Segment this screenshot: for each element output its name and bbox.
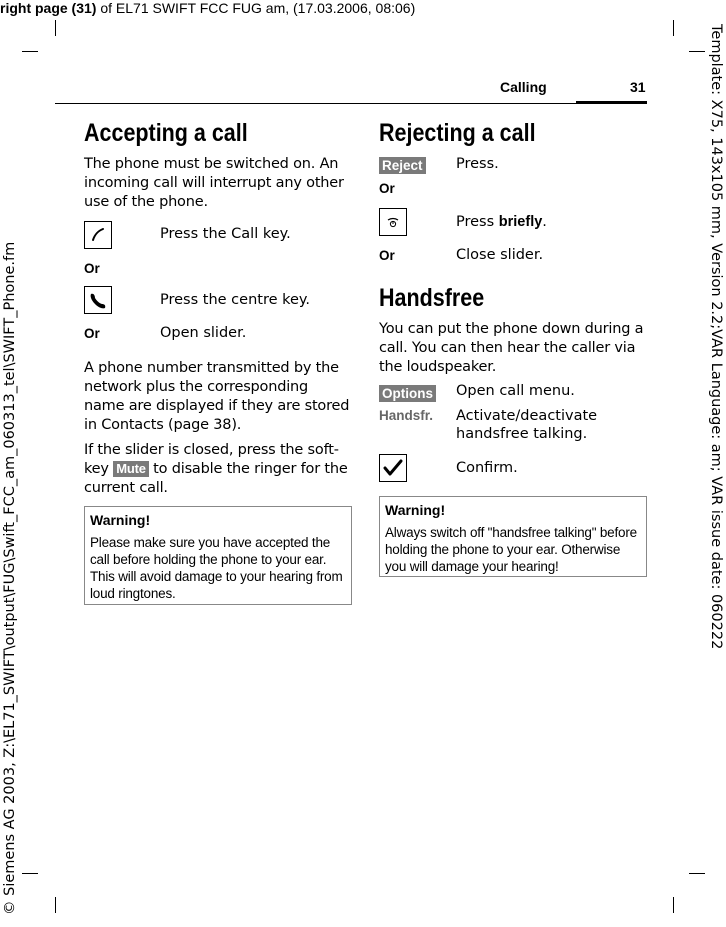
centre-key-desc: Press the centre key.: [160, 292, 311, 308]
call-key-icon: [84, 221, 112, 249]
header-rule: [55, 103, 647, 104]
template-side-text: Template: X75, 143x105 mm, Version 2.2;VAR Language: am; VAR issue date: 060222: [708, 24, 724, 650]
section-header: Calling: [500, 79, 547, 95]
mute-para-a: If the slider is closed, press the soft-key: [84, 442, 339, 477]
or-label: Or: [379, 181, 395, 196]
options-desc: Open call menu.: [456, 383, 575, 399]
print-info-bold: right page (31): [0, 0, 97, 16]
page-number: 31: [630, 79, 646, 95]
mute-softkey[interactable]: Mute: [113, 461, 149, 477]
end-key-icon: [379, 208, 407, 236]
accepting-intro: The phone must be switched on. An incoming call will interrupt any other use of the phone.: [84, 156, 344, 210]
crop-mark: [22, 873, 38, 874]
crop-mark: [689, 873, 705, 874]
warning-title: Warning!: [385, 502, 446, 518]
or-label: Or: [379, 248, 395, 263]
handsfree-title: Handsfree: [379, 284, 485, 312]
close-slider-desc: Close slider.: [456, 247, 544, 263]
options-row: [379, 383, 436, 402]
copyright-side-text: © Siemens AG 2003, Z:\EL71_SWIFT\output\FUG\Swift_FCC_am_060313_tel\SWIFT_Phone.fm: [2, 241, 18, 915]
handsfr-desc-1: Activate/deactivate: [456, 408, 598, 424]
call-key-desc: Press the Call key.: [160, 226, 291, 242]
reject-desc: Press.: [456, 156, 499, 172]
confirm-desc: Confirm.: [456, 460, 518, 476]
handsfree-intro: You can put the phone down during a call. You can then hear the caller via the loudspeaker.: [379, 321, 644, 375]
number-display-para: A phone number transmitted by the network plus the corresponding name are displayed if they are stored in Contacts (page 38).: [84, 360, 350, 433]
mute-para-b: to disable the ringer for the current call.: [84, 461, 348, 496]
mute-para: [84, 441, 352, 498]
confirm-key-icon: [379, 454, 407, 482]
crop-mark: [55, 897, 56, 913]
crop-mark: [673, 897, 674, 913]
options-softkey[interactable]: Options: [379, 385, 436, 402]
or-label: Or: [84, 261, 100, 276]
warning-body: Please make sure you have accepted the call before holding the phone to your ear. This will avoid damage to your hearing from loud ringtones.: [90, 535, 343, 601]
accept-warning-box: [84, 506, 352, 605]
crop-mark: [55, 20, 56, 36]
crop-mark: [673, 20, 674, 36]
handsfr-desc-2: handsfree talking.: [456, 426, 588, 442]
end-desc-c: .: [542, 214, 547, 230]
print-info-rest: of EL71 SWIFT FCC FUG am, (17.03.2006, 08:06): [96, 0, 416, 16]
end-desc-bold: briefly: [498, 214, 543, 230]
crop-mark: [22, 51, 38, 52]
accepting-call-title: Accepting a call: [84, 119, 248, 147]
end-key-desc: [456, 214, 547, 230]
handsfr-menu-item[interactable]: Handsfr.: [379, 408, 434, 423]
or-label: Or: [84, 326, 100, 341]
print-info-line: [0, 0, 415, 16]
warning-body: Always switch off "handsfree talking" before holding the phone to your ear. Otherwise you will damage your hearing!: [385, 525, 637, 574]
rejecting-call-title: Rejecting a call: [379, 119, 536, 147]
centre-key-icon: [84, 286, 112, 314]
handsfree-warning-box: [379, 496, 647, 577]
header-rule-accent: [576, 101, 647, 103]
reject-row: [379, 155, 426, 174]
reject-softkey[interactable]: Reject: [379, 157, 426, 174]
crop-mark: [689, 51, 705, 52]
open-slider-desc: Open slider.: [160, 325, 247, 341]
end-desc-a: Press: [456, 214, 499, 230]
warning-title: Warning!: [90, 512, 151, 528]
